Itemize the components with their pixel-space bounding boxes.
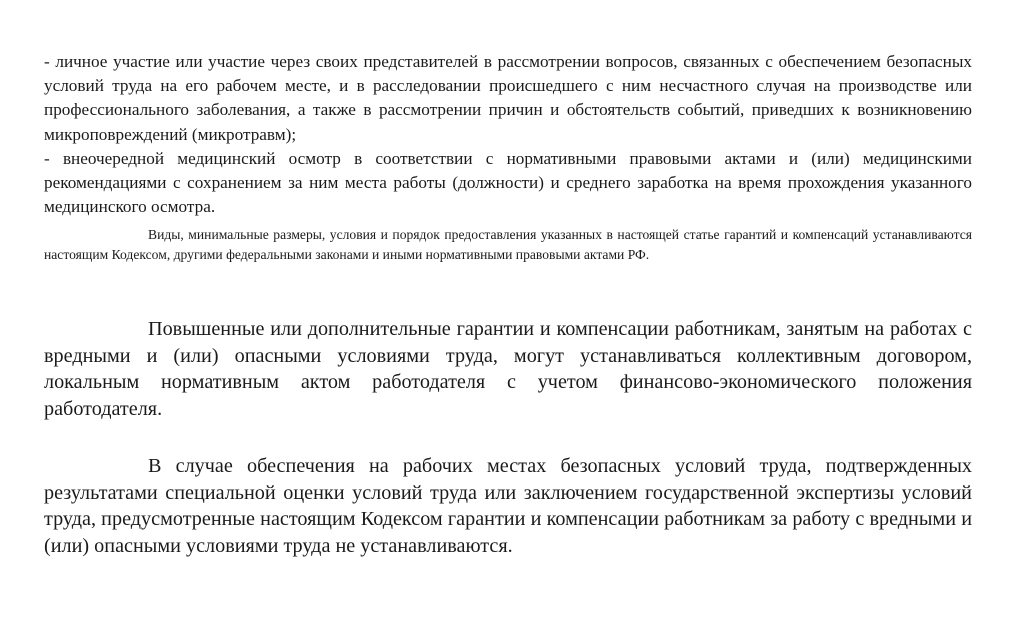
- safe-conditions-paragraph: В случае обеспечения на рабочих местах безопасных условий труда, подтвержденных результатами специальной оценки условий труда или заключением государственной экспертизы условий труда, предусмотренные настоящим Кодексом гарантии и компенсации работникам за работу с вредными и (или) опасными условиями труда не устанавливаются.: [44, 455, 972, 557]
- rights-list: [44, 50, 972, 219]
- list-item-participation: - личное участие или участие через своих представителей в рассмотрении вопросов, связанных с обеспечением безопасных условий труда на его рабочем месте, и в расследовании происшедшего с ним несчастного случая на производстве или профессионального заболевания, а также в рассмотрении причин и обстоятельств событий, приведших к возникновению микроповреждений (микротравм);: [44, 52, 972, 144]
- list-item-medical-exam: - внеочередной медицинский осмотр в соответствии с нормативными правовыми актами и (или) медицинскими рекомендациями с сохранением за ним места работы (должности) и среднего заработка на время прохождения указанного медицинского осмотра.: [44, 148, 972, 217]
- additional-guarantees-paragraph: Повышенные или дополнительные гарантии и компенсации работникам, занятым на работах с вредными и (или) опасными условиями труда, могут устанавливаться коллективным договором, локальным нормативным актом работодателя с учетом финансово-экономического положения работодателя.: [44, 318, 972, 420]
- guarantees-note: [44, 225, 972, 264]
- note-paragraph: Виды, минимальные размеры, условия и порядок предоставления указанных в настоящей статье гарантий и компенсаций устанавливаются настоящим Кодексом, другими федеральными законами и иными нормативными правовыми актами РФ.: [44, 227, 972, 262]
- safe-conditions-section: [44, 453, 972, 559]
- additional-guarantees-section: [44, 316, 972, 422]
